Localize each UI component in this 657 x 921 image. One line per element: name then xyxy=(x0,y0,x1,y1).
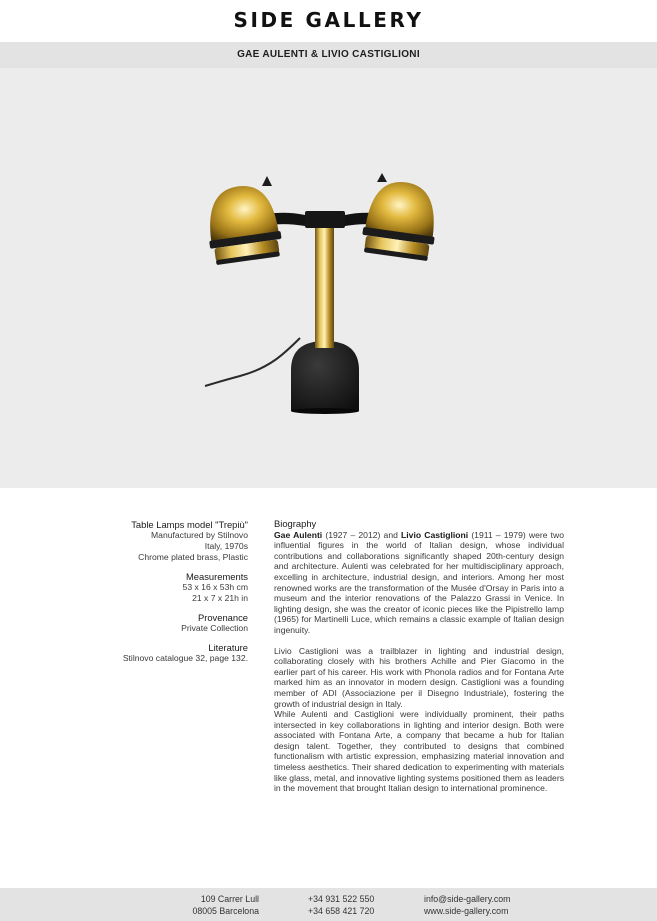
provenance-heading: Provenance xyxy=(197,612,248,623)
product-photo xyxy=(0,68,657,488)
provenance-block xyxy=(80,612,248,634)
designer-name-aulenti: Gae Aulenti xyxy=(274,529,323,540)
page-footer xyxy=(0,888,657,921)
biography-paragraph-3: While Aulenti and Castiglioni were individually prominent, their paths intersected in key collaborations in lighting and interior design. Both were associated with Fontana Arte, a company that became a hub for Italian design talent. Together, they contributed to designs that combined functionalism with artistic expression, emphasizing material innovation and timeless aesthetics. Their shared dedication to experimenting with materials like glass, metal, and innovative lighting systems positioned them as leaders in the movement that brought Italian design to international prominence. xyxy=(274,709,564,794)
aulenti-dates: (1927 – 2012) and xyxy=(322,529,402,540)
footer-address xyxy=(189,894,259,917)
phone-1[interactable]: +34 931 522 550 xyxy=(308,894,375,904)
biography-paragraph-2: Livio Castiglioni was a trailblazer in lighting and industrial design, collaborating closely with his brothers Achille and Pier Giacomo in the earlier part of his career. His work with Phonola radios and for Fontana Arte marked him as an innovator in modern design. Castiglioni was a founding member of ADI (Associazione per il Disegno Industriale), fostering the growth of industrial design in Italy. xyxy=(274,645,564,709)
literature-heading: Literature xyxy=(208,642,248,653)
product-info xyxy=(80,519,248,563)
lamp-illustration xyxy=(0,68,657,488)
designer-names: GAE AULENTI & LIVIO CASTIGLIONI xyxy=(237,49,420,60)
designer-name-castiglioni: Livio Castiglioni xyxy=(401,529,469,540)
biography xyxy=(274,519,564,794)
measurements-block xyxy=(80,571,248,604)
manufacturer: Manufactured by Stilnovo xyxy=(151,530,248,540)
measurements-cm: 53 x 16 x 53h cm xyxy=(182,582,248,592)
literature-block xyxy=(80,642,248,664)
email-link[interactable]: info@side-gallery.com xyxy=(424,894,511,904)
biography-paragraph-1-text: (1911 – 1979) were two influential figures in the world of Italian design, whose individual contributions and collaborations significantly shaped 20th-century design and architecture. Aulenti was celebrated for her multidisciplinary approach, excelling in architecture, industrial design, and interiors. Among her most renowned works are the transformation of the Musée d'Orsay in Paris into a museum and the interior renovations of the Palazzo Grassi in Venice. In lighting design, she was the creator of iconic pieces like the Pipistrello lamp (1965) for Martinelli Luce, which remains a classic example of Italian design ingenuity. xyxy=(274,529,565,635)
biography-heading: Biography xyxy=(274,518,317,529)
address-line-2: 08005 Barcelona xyxy=(192,905,259,916)
origin: Italy, 1970s xyxy=(204,541,248,551)
gallery-logo: SIDE GALLERY xyxy=(233,8,424,32)
biography-paragraph-1 xyxy=(274,530,564,636)
provenance-value: Private Collection xyxy=(181,623,248,633)
address-line-1: 109 Carrer Lull xyxy=(200,894,259,904)
product-details xyxy=(80,519,248,672)
product-title: Table Lamps model "Trepiù" xyxy=(131,519,248,530)
measurements-in: 21 x 7 x 21h in xyxy=(192,593,248,603)
measurements-heading: Measurements xyxy=(185,571,248,582)
website-link[interactable]: www.side-gallery.com xyxy=(424,905,509,916)
designer-bar xyxy=(0,42,657,68)
phone-2[interactable]: +34 658 421 720 xyxy=(308,905,375,916)
literature-value: Stilnovo catalogue 32, page 132. xyxy=(122,653,248,663)
page-header xyxy=(0,0,657,42)
materials: Chrome plated brass, Plastic xyxy=(138,552,248,562)
footer-contact xyxy=(424,894,511,917)
footer-phones xyxy=(308,894,374,917)
